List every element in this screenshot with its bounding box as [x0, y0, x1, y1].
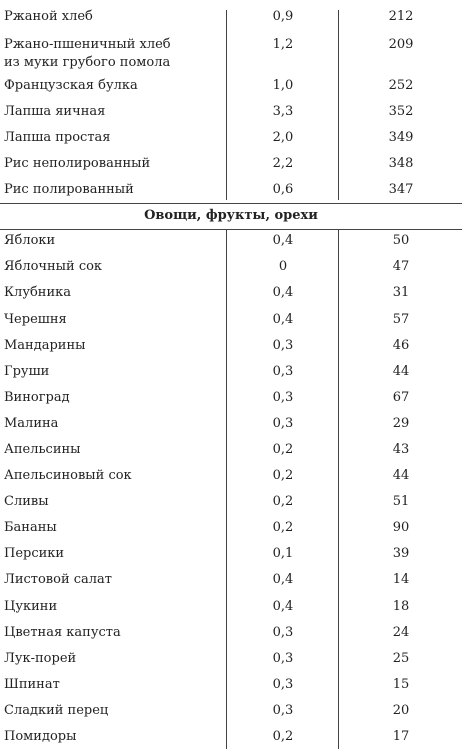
section-bottom-rule — [0, 229, 462, 230]
fat-value: 0,3 — [272, 390, 294, 405]
food-name: Рис полированный — [4, 182, 134, 197]
fat-value: 0,3 — [272, 651, 294, 666]
food-name: Цукини — [4, 599, 58, 614]
calorie-value: 25 — [392, 651, 410, 666]
fat-value: 0,2 — [272, 494, 294, 509]
calorie-value: 348 — [388, 156, 414, 171]
calorie-value: 67 — [392, 390, 410, 405]
calorie-value: 17 — [392, 729, 410, 744]
calorie-value: 352 — [388, 104, 414, 119]
calorie-value: 46 — [392, 338, 410, 353]
fat-value: 0,3 — [272, 703, 294, 718]
food-name: Бананы — [4, 520, 57, 535]
calorie-value: 57 — [392, 312, 410, 327]
calorie-value: 44 — [392, 468, 410, 483]
food-name: Черешня — [4, 312, 67, 327]
calorie-value: 212 — [388, 9, 414, 24]
food-name: Виноград — [4, 390, 70, 405]
fat-value: 0,4 — [272, 599, 294, 614]
fat-value: 2,0 — [272, 130, 294, 145]
food-name: Мандарины — [4, 338, 86, 353]
food-name-line-1: Ржано-пшеничный хлеб — [4, 37, 171, 52]
calorie-value: 20 — [392, 703, 410, 718]
food-name — [4, 36, 222, 72]
fat-value: 0,2 — [272, 729, 294, 744]
food-name: Ржаной хлеб — [4, 9, 93, 24]
calorie-value: 50 — [392, 233, 410, 248]
section-top-rule — [0, 203, 462, 204]
calorie-value: 39 — [392, 546, 410, 561]
table-row — [0, 36, 462, 72]
calorie-value: 347 — [388, 182, 414, 197]
food-name: Французская булка — [4, 78, 138, 93]
calorie-value: 43 — [392, 442, 410, 457]
calorie-value: 47 — [392, 259, 410, 274]
food-name: Рис неполированный — [4, 156, 151, 171]
section-heading: Овощи, фрукты, орехи — [144, 208, 318, 223]
fat-value: 0 — [278, 259, 288, 274]
calorie-value: 18 — [392, 599, 410, 614]
fat-value: 1,0 — [272, 78, 294, 93]
fat-value: 0,4 — [272, 233, 294, 248]
fat-value: 0,4 — [272, 285, 294, 300]
fat-value: 1,2 — [272, 37, 294, 52]
fat-value: 0,1 — [272, 546, 294, 561]
food-name: Груши — [4, 364, 50, 379]
calorie-value: 51 — [392, 494, 410, 509]
food-name: Лук-порей — [4, 651, 77, 666]
food-name: Листовой салат — [4, 572, 112, 587]
food-name: Яблоки — [4, 233, 56, 248]
fat-value: 0,2 — [272, 442, 294, 457]
calorie-value: 252 — [388, 78, 414, 93]
food-name: Лапша яичная — [4, 104, 106, 119]
calorie-value: 14 — [392, 572, 410, 587]
food-name: Апельсины — [4, 442, 81, 457]
fat-value: 0,3 — [272, 625, 294, 640]
fat-value: 0,4 — [272, 312, 294, 327]
fat-value: 0,2 — [272, 520, 294, 535]
fat-value: 0,3 — [272, 364, 294, 379]
calorie-value: 31 — [392, 285, 410, 300]
food-name-line-2: из муки грубого помола — [4, 55, 171, 70]
food-name: Сливы — [4, 494, 49, 509]
calorie-value: 349 — [388, 130, 414, 145]
food-name: Персики — [4, 546, 65, 561]
calorie-value: 15 — [392, 677, 410, 692]
fat-value: 0,6 — [272, 182, 294, 197]
food-name: Апельсиновый сок — [4, 468, 132, 483]
column-divider-section-right — [338, 230, 339, 749]
calorie-value: 90 — [392, 520, 410, 535]
food-name: Шпинат — [4, 677, 60, 692]
food-name: Малина — [4, 416, 59, 431]
food-name: Сладкий перец — [4, 703, 109, 718]
fat-value: 0,3 — [272, 338, 294, 353]
food-name: Клубника — [4, 285, 71, 300]
calorie-value: 24 — [392, 625, 410, 640]
food-name: Яблочный сок — [4, 259, 103, 274]
fat-value: 0,3 — [272, 416, 294, 431]
fat-value: 2,2 — [272, 156, 294, 171]
fat-value: 0,3 — [272, 677, 294, 692]
calorie-value: 29 — [392, 416, 410, 431]
fat-value: 3,3 — [272, 104, 294, 119]
food-name: Цветная капуста — [4, 625, 121, 640]
food-name: Лапша простая — [4, 130, 111, 145]
food-name: Помидоры — [4, 729, 77, 744]
column-divider-section-left — [226, 230, 227, 749]
calorie-value: 209 — [388, 37, 414, 52]
fat-value: 0,4 — [272, 572, 294, 587]
calorie-value: 44 — [392, 364, 410, 379]
fat-value: 0,9 — [272, 9, 294, 24]
fat-value: 0,2 — [272, 468, 294, 483]
